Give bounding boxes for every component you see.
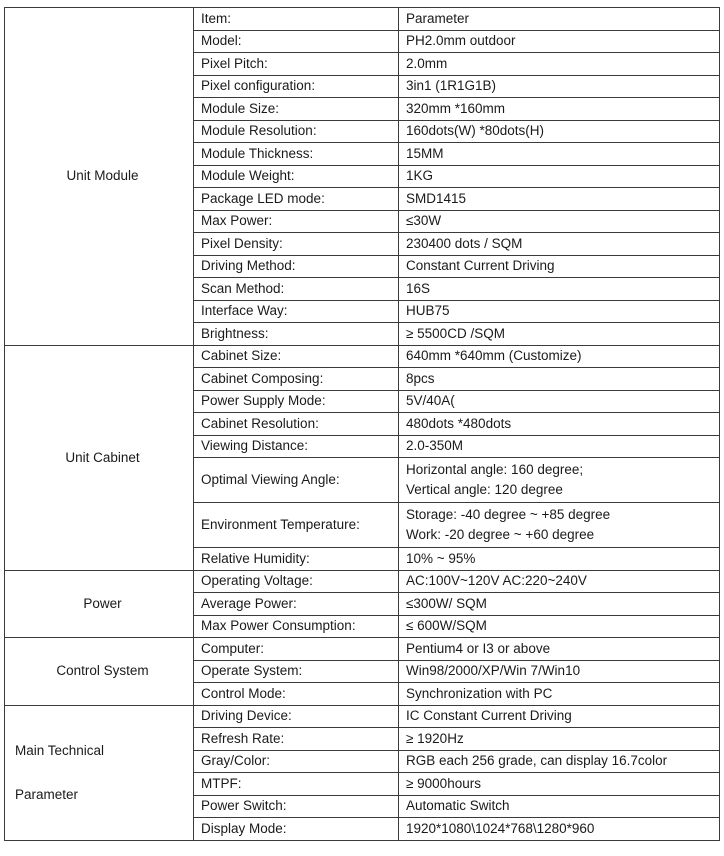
spec-label: Display Mode:	[194, 818, 399, 841]
spec-value: Parameter	[399, 8, 720, 31]
group-header	[5, 705, 194, 840]
spec-label: Computer:	[194, 638, 399, 661]
spec-label: Operate System:	[194, 660, 399, 683]
group-header	[5, 570, 194, 638]
spec-label: Driving Method:	[194, 255, 399, 278]
spec-value: Constant Current Driving	[399, 255, 720, 278]
spec-value-line: Vertical angle: 120 degree	[406, 482, 563, 497]
spec-label: Pixel Density:	[194, 233, 399, 256]
spec-value: 640mm *640mm (Customize)	[399, 345, 720, 368]
spec-label: Operating Voltage:	[194, 570, 399, 593]
spec-label: Cabinet Size:	[194, 345, 399, 368]
spec-label: Cabinet Resolution:	[194, 413, 399, 436]
spec-label: Optimal Viewing Angle:	[194, 458, 399, 503]
spec-label: Environment Temperature:	[194, 503, 399, 548]
spec-row	[5, 345, 720, 368]
spec-value-line: Horizontal angle: 160 degree;	[406, 462, 584, 477]
spec-label: Interface Way:	[194, 300, 399, 323]
group-header-line: Parameter	[15, 786, 79, 802]
spec-value: 320mm *160mm	[399, 98, 720, 121]
spec-value: 2.0-350M	[399, 435, 720, 458]
spec-value-line: Work: -20 degree ~ +60 degree	[406, 527, 595, 542]
spec-label: Module Weight:	[194, 165, 399, 188]
spec-table	[4, 7, 720, 841]
spec-value: Pentium4 or I3 or above	[399, 638, 720, 661]
group-header-label: Unit Cabinet	[65, 449, 140, 465]
spec-row	[5, 705, 720, 728]
spec-row	[5, 570, 720, 593]
spec-label: Module Size:	[194, 98, 399, 121]
spec-value: 160dots(W) *80dots(H)	[399, 120, 720, 143]
spec-value: ≤ 600W/SQM	[399, 615, 720, 638]
spec-label: Cabinet Composing:	[194, 368, 399, 391]
spec-label: Model:	[194, 30, 399, 53]
spec-value: 480dots *480dots	[399, 413, 720, 436]
spec-value: 5V/40A(	[399, 390, 720, 413]
group-header	[5, 638, 194, 706]
spec-label: Viewing Distance:	[194, 435, 399, 458]
group-header-label: Power	[83, 595, 122, 611]
spec-value: 16S	[399, 278, 720, 301]
spec-value: 1920*1080\1024*768\1280*960	[399, 818, 720, 841]
spec-label: Relative Humidity:	[194, 548, 399, 571]
spec-value: IC Constant Current Driving	[399, 705, 720, 728]
spec-label: Pixel Pitch:	[194, 53, 399, 76]
group-header-label: Control System	[56, 663, 149, 679]
spec-label: Scan Method:	[194, 278, 399, 301]
spec-value: 2.0mm	[399, 53, 720, 76]
spec-label: Gray/Color:	[194, 750, 399, 773]
spec-table-body	[5, 8, 720, 841]
spec-value: ≤30W	[399, 210, 720, 233]
group-header-label: Unit Module	[66, 168, 139, 184]
group-header	[5, 345, 194, 570]
spec-value: AC:100V~120V AC:220~240V	[399, 570, 720, 593]
spec-value: 3in1 (1R1G1B)	[399, 75, 720, 98]
spec-label: Item:	[194, 8, 399, 31]
spec-value: HUB75	[399, 300, 720, 323]
spec-value: PH2.0mm outdoor	[399, 30, 720, 53]
spec-value	[399, 458, 720, 503]
spec-label: Package LED mode:	[194, 188, 399, 211]
spec-label: Module Resolution:	[194, 120, 399, 143]
spec-value: 230400 dots / SQM	[399, 233, 720, 256]
spec-value: ≥ 1920Hz	[399, 728, 720, 751]
spec-row	[5, 8, 720, 31]
group-header	[5, 8, 194, 346]
spec-value: Automatic Switch	[399, 795, 720, 818]
spec-label: Power Switch:	[194, 795, 399, 818]
spec-label: Pixel configuration:	[194, 75, 399, 98]
spec-label: Max Power:	[194, 210, 399, 233]
spec-value: 1KG	[399, 165, 720, 188]
spec-value-line: Storage: -40 degree ~ +85 degree	[406, 507, 611, 522]
spec-value: SMD1415	[399, 188, 720, 211]
spec-label: Brightness:	[194, 323, 399, 346]
spec-label: Driving Device:	[194, 705, 399, 728]
spec-value: Win98/2000/XP/Win 7/Win10	[399, 660, 720, 683]
spec-value: 8pcs	[399, 368, 720, 391]
spec-label: Power Supply Mode:	[194, 390, 399, 413]
spec-value	[399, 503, 720, 548]
spec-value: 10% ~ 95%	[399, 548, 720, 571]
spec-label: Refresh Rate:	[194, 728, 399, 751]
spec-value: RGB each 256 grade, can display 16.7color	[399, 750, 720, 773]
spec-label: Max Power Consumption:	[194, 615, 399, 638]
spec-row	[5, 638, 720, 661]
spec-label: Control Mode:	[194, 683, 399, 706]
spec-label: Module Thickness:	[194, 143, 399, 166]
spec-label: MTPF:	[194, 773, 399, 796]
spec-value: 15MM	[399, 143, 720, 166]
group-header-line: Main Technical	[15, 742, 105, 758]
spec-value: Synchronization with PC	[399, 683, 720, 706]
spec-label: Average Power:	[194, 593, 399, 616]
spec-value: ≥ 9000hours	[399, 773, 720, 796]
spec-value: ≥ 5500CD /SQM	[399, 323, 720, 346]
spec-value: ≤300W/ SQM	[399, 593, 720, 616]
